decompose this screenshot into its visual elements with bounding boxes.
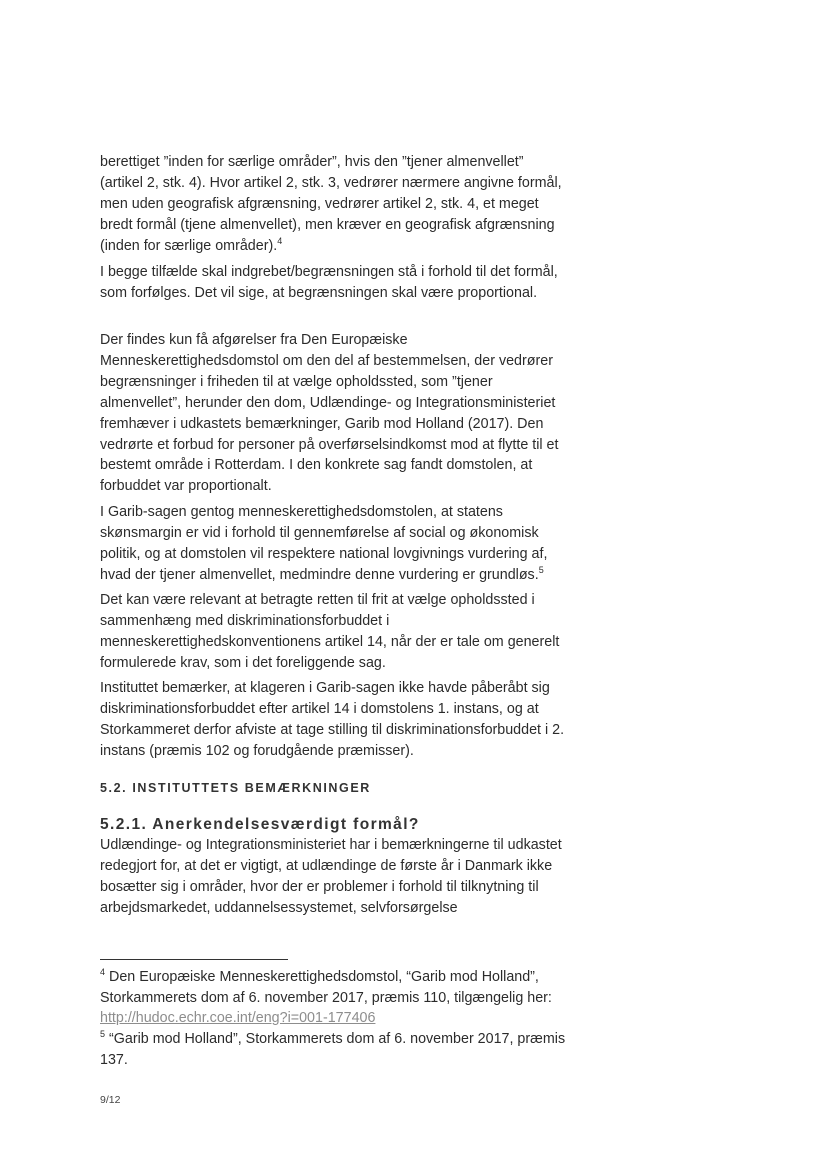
paragraph-proportionality: I begge tilfælde skal indgrebet/begrænsningen stå i forhold til det formål, som forfølges. Det vil sige, at begrænsningen skal være proportional. bbox=[100, 264, 558, 301]
footnote-ref[interactable]: 5 bbox=[538, 564, 544, 575]
paragraph-discrimination: Det kan være relevant at betragte retten til frit at vælge opholdssted i sammenhæng med diskriminationsforbuddet i menneskerettighedskonventionens artikel 14, når der er tale om generelt formulerede krav, som i det foreliggende sag. bbox=[100, 592, 560, 671]
footnote-text: Den Europæiske Menneskerettighedsdomstol, “Garib mod Holland”, Storkammerets dom af 6. november 2017, præmis 110, tilgængelig her: bbox=[100, 969, 552, 1006]
footnote-5 bbox=[100, 1029, 570, 1070]
footnote-link[interactable]: http://hudoc.echr.coe.int/eng?i=001-177406 bbox=[100, 1010, 376, 1026]
footnote-number: 4 bbox=[100, 967, 106, 978]
footnote-text: “Garib mod Holland”, Storkammerets dom af 6. november 2017, præmis 137. bbox=[100, 1031, 566, 1068]
section-heading: 5.2. INSTITUTTETS BEMÆRKNINGER bbox=[100, 781, 371, 795]
paragraph-text: I Garib-sagen gentog menneskerettighedsdomstolen, at statens skønsmargin er vid i forhold til gennemførelse af social og økonomisk politik, og at domstolen vil respektere national lovgivnings vurdering af, hvad der tjener almenvellet, medmindre denne vurdering er grundløs. bbox=[100, 504, 548, 583]
page-number: 9/12 bbox=[100, 1094, 121, 1106]
paragraph-ministry-reasoning: Udlændinge- og Integrationsministeriet har i bemærkningerne til udkastet redegjort for, at det er vigtigt, at udlændinge de første år i Danmark ikke bosætter sig i områder, hvor der er problemer i forhold til tilknytning til arbejdsmarkedet, uddannelsessystemet, selvforsørgelse bbox=[100, 837, 562, 916]
paragraph-text: berettiget ”inden for særlige områder”, hvis den ”tjener almenvellet” (artikel 2, stk. 4). Hvor artikel 2, stk. 3, vedrører nærmere angivne formål, men uden geografisk afgrænsning, vedrører artikel 2, stk. 4, et meget bredt formål (tjene almenvellet), men kræver en geografisk afgrænsning (inden for særlige områder). bbox=[100, 154, 562, 254]
footnote-ref[interactable]: 4 bbox=[277, 235, 283, 246]
subsection-heading: 5.2.1. Anerkendelsesværdigt formål? bbox=[100, 816, 420, 833]
paragraph-grand-chamber: Instituttet bemærker, at klageren i Garib-sagen ikke havde påberåbt sig diskriminationsforbuddet efter artikel 14 i domstolens 1. instans, og at Storkammeret derfor afviste at tage stilling til diskriminationsforbuddet i 2. instans (præmis 102 og forudgående præmisser). bbox=[100, 680, 565, 759]
paragraph-garib-margin bbox=[100, 502, 570, 586]
paragraph-article-2-scope bbox=[100, 152, 570, 257]
footnote-4 bbox=[100, 967, 570, 1029]
paragraph-case-law: Der findes kun få afgørelser fra Den Europæiske Menneskerettighedsdomstol om den del af bestemmelsen, der vedrører begrænsninger i friheden til at vælge opholdssted, som ”tjener almenvellet”, herunder den dom, Udlændinge- og Integrationsministeriet fremhæver i udkastets bemærkninger, Garib mod Holland (2017). Den vedrørte et forbud for personer på overførselsindkomst mod at flytte til et bestemt område i Rotterdam. I den konkrete sag fandt domstolen, at forbuddet var proportionalt. bbox=[100, 332, 559, 495]
footnote-number: 5 bbox=[100, 1029, 106, 1040]
footnote-separator bbox=[100, 959, 288, 960]
